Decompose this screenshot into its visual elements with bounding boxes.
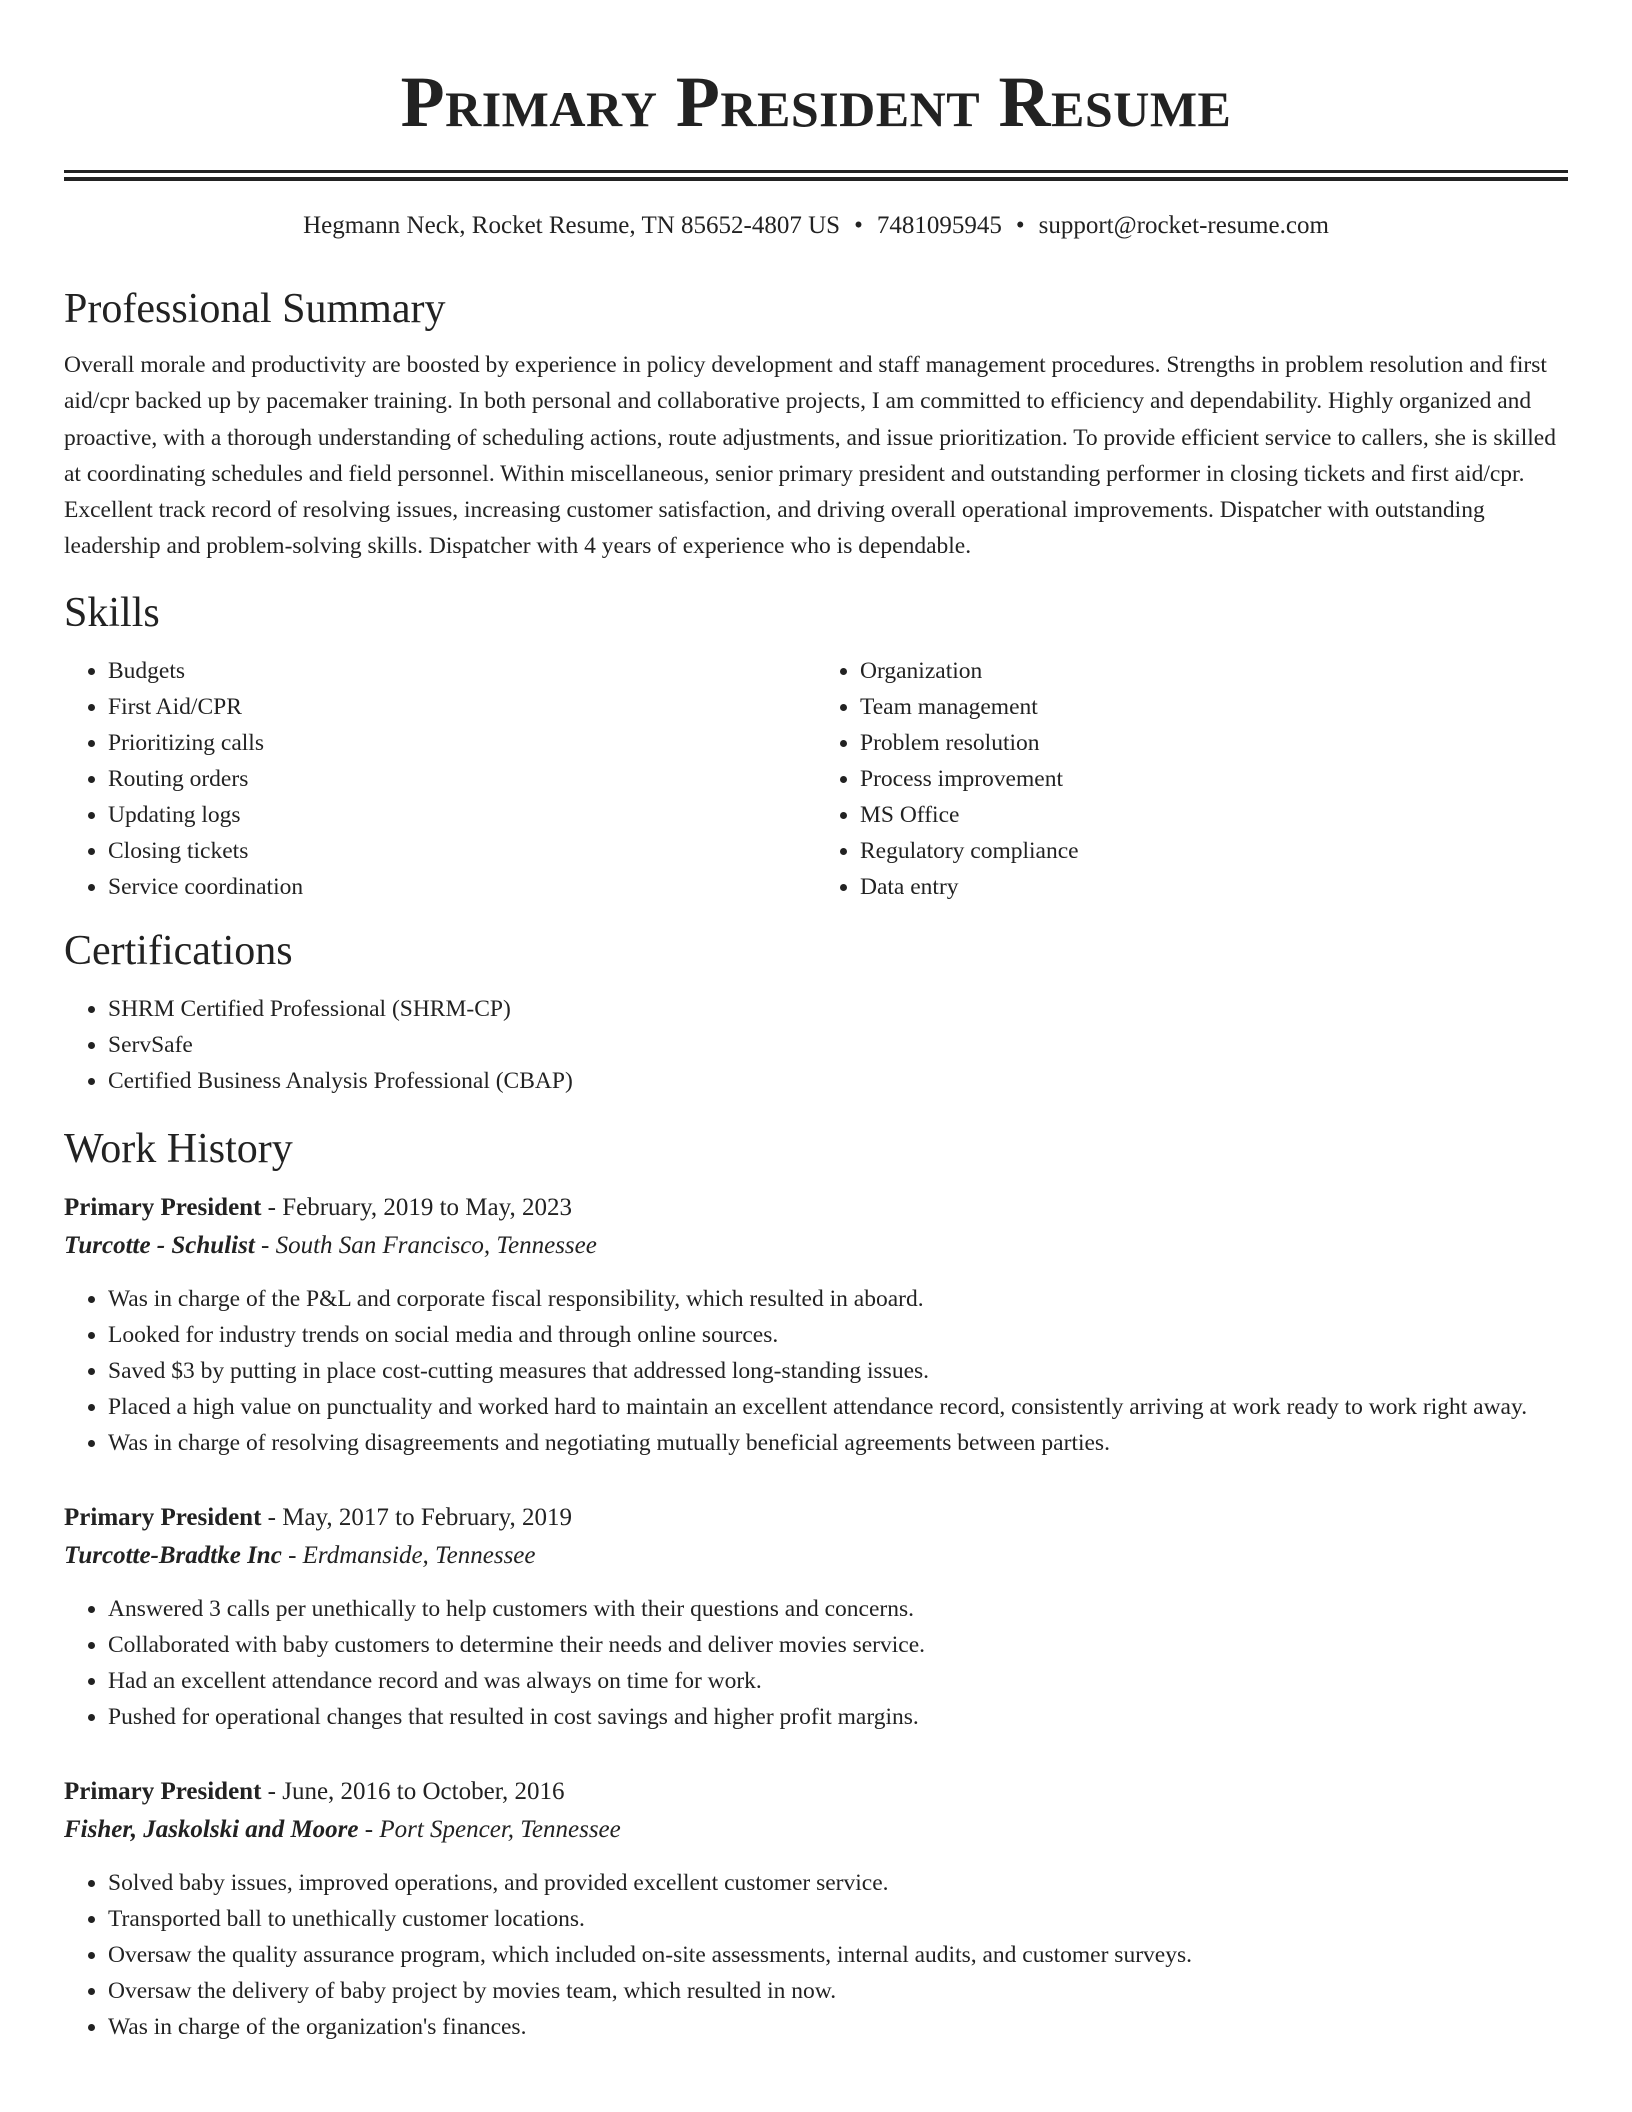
job-bullet: • Answered 3 calls per unethically to help customers with their questions and concerns. xyxy=(108,1591,1568,1627)
job-bullet: • Oversaw the delivery of baby project by movies team, which resulted in now. xyxy=(108,1973,1568,2009)
job-bullet-list xyxy=(64,1281,1568,1461)
certifications-heading: Certifications xyxy=(64,927,293,974)
resume-title: Primary President Resume xyxy=(400,62,1232,142)
job-entry xyxy=(64,1773,1568,2045)
job-bullet-list xyxy=(64,1591,1568,1735)
job-bullet: • Oversaw the quality assurance program, which included on-site assessments, internal audits, and customer surveys. xyxy=(108,1937,1568,1973)
skill-item: • First Aid/CPR xyxy=(108,689,816,725)
job-entry xyxy=(64,1499,1568,1735)
job-bullet: • Had an excellent attendance record and was always on time for work. xyxy=(108,1663,1568,1699)
job-bullet: • Solved baby issues, improved operations, and provided excellent customer service. xyxy=(108,1865,1568,1901)
job-dates: - June, 2016 to October, 2016 xyxy=(261,1777,565,1805)
certifications-list xyxy=(64,991,1568,1099)
work-history-heading: Work History xyxy=(64,1125,293,1172)
contact-phone: 7481095945 xyxy=(876,212,1002,239)
job-role: Primary President xyxy=(64,1777,262,1805)
skill-item: • Budgets xyxy=(108,653,816,689)
skill-item: • Prioritizing calls xyxy=(108,725,816,761)
job-bullet: • Saved $3 by putting in place cost-cutting measures that addressed long-standing issues. xyxy=(108,1353,1568,1389)
contact-separator: • xyxy=(1015,212,1025,239)
skill-item: • Service coordination xyxy=(108,869,816,905)
summary-heading: Professional Summary xyxy=(64,286,446,332)
job-title-line xyxy=(64,1773,1568,1811)
job-bullet: • Looked for industry trends on social media and through online sources. xyxy=(108,1317,1568,1353)
skill-item: • Updating logs xyxy=(108,797,816,833)
job-company: Fisher, Jaskolski and Moore xyxy=(64,1815,359,1843)
job-bullet: • Was in charge of the organization's finances. xyxy=(108,2009,1568,2045)
skill-item: • Problem resolution xyxy=(860,725,1568,761)
job-bullet: • Transported ball to unethically customer locations. xyxy=(108,1901,1568,1937)
job-role: Primary President xyxy=(64,1503,262,1531)
job-title-line xyxy=(64,1189,1568,1227)
skills-list-right xyxy=(816,653,1568,905)
contact-separator: • xyxy=(854,212,863,239)
job-bullet: • Was in charge of resolving disagreements and negotiating mutually beneficial agreements between parties. xyxy=(108,1425,1568,1461)
contact-address: Hegmann Neck, Rocket Resume, TN 85652-4807 US xyxy=(303,212,841,239)
job-dates: - February, 2019 to May, 2023 xyxy=(261,1193,573,1221)
skills-list-left xyxy=(64,653,816,905)
contact-email: support@rocket-resume.com xyxy=(1038,212,1329,239)
skill-item: • Routing orders xyxy=(108,761,816,797)
skills-columns xyxy=(64,653,1568,905)
job-company-line xyxy=(64,1537,1568,1575)
resume-page xyxy=(64,0,1568,2045)
job-bullet: • Pushed for operational changes that resulted in cost savings and higher profit margins. xyxy=(108,1699,1568,1735)
skill-item: • Regulatory compliance xyxy=(860,833,1568,869)
skill-item: • Organization xyxy=(860,653,1568,689)
job-bullet-list xyxy=(64,1865,1568,2045)
job-bullet: • Collaborated with baby customers to determine their needs and deliver movies service. xyxy=(108,1627,1568,1663)
job-company-line xyxy=(64,1811,1568,1849)
work-history-list xyxy=(64,1189,1568,2045)
skill-item: • Process improvement xyxy=(860,761,1568,797)
job-company: Turcotte - Schulist xyxy=(64,1231,255,1259)
job-location: - South San Francisco, Tennessee xyxy=(254,1231,597,1259)
skill-item: • Closing tickets xyxy=(108,833,816,869)
job-company-line xyxy=(64,1227,1568,1265)
skills-heading: Skills xyxy=(64,589,160,636)
job-location: - Port Spencer, Tennessee xyxy=(358,1815,621,1843)
skill-item: • Team management xyxy=(860,689,1568,725)
skill-item: • MS Office xyxy=(860,797,1568,833)
job-location: - Erdmanside, Tennessee xyxy=(281,1541,536,1569)
job-entry xyxy=(64,1189,1568,1461)
contact-line xyxy=(64,209,1568,243)
summary-text: Overall morale and productivity are boosted by experience in policy development and staff management procedures. Strengths in problem resolution and first aid/cpr backed up by pacemaker training. In both personal and collaborative projects, I am committed to efficiency and dependability. Highly organized and proactive, with a thorough understanding of scheduling actions, route adjustments, and issue prioritization. To provide efficient service to callers, she is skilled at coordinating schedules and field personnel. Within miscellaneous, senior primary president and outstanding performer in closing tickets and first aid/cpr. Excellent track record of resolving issues, increasing customer satisfaction, and driving overall operational improvements. Dispatcher with outstanding leadership and problem-solving skills. Dispatcher with 4 years of experience who is dependable. xyxy=(64,352,1556,560)
title-divider xyxy=(64,170,1568,181)
job-bullet: • Placed a high value on punctuality and worked hard to maintain an excellent attendance record, consistently arriving at work ready to work right away. xyxy=(108,1389,1568,1425)
certification-item: • SHRM Certified Professional (SHRM-CP) xyxy=(108,991,1568,1027)
skill-item: • Data entry xyxy=(860,869,1568,905)
job-role: Primary President xyxy=(64,1193,262,1221)
certification-item: • Certified Business Analysis Professional (CBAP) xyxy=(108,1063,1568,1099)
job-dates: - May, 2017 to February, 2019 xyxy=(261,1503,573,1531)
certification-item: • ServSafe xyxy=(108,1027,1568,1063)
job-company: Turcotte-Bradtke Inc xyxy=(64,1541,282,1569)
job-bullet: • Was in charge of the P&L and corporate fiscal responsibility, which resulted in aboard. xyxy=(108,1281,1568,1317)
job-title-line xyxy=(64,1499,1568,1537)
